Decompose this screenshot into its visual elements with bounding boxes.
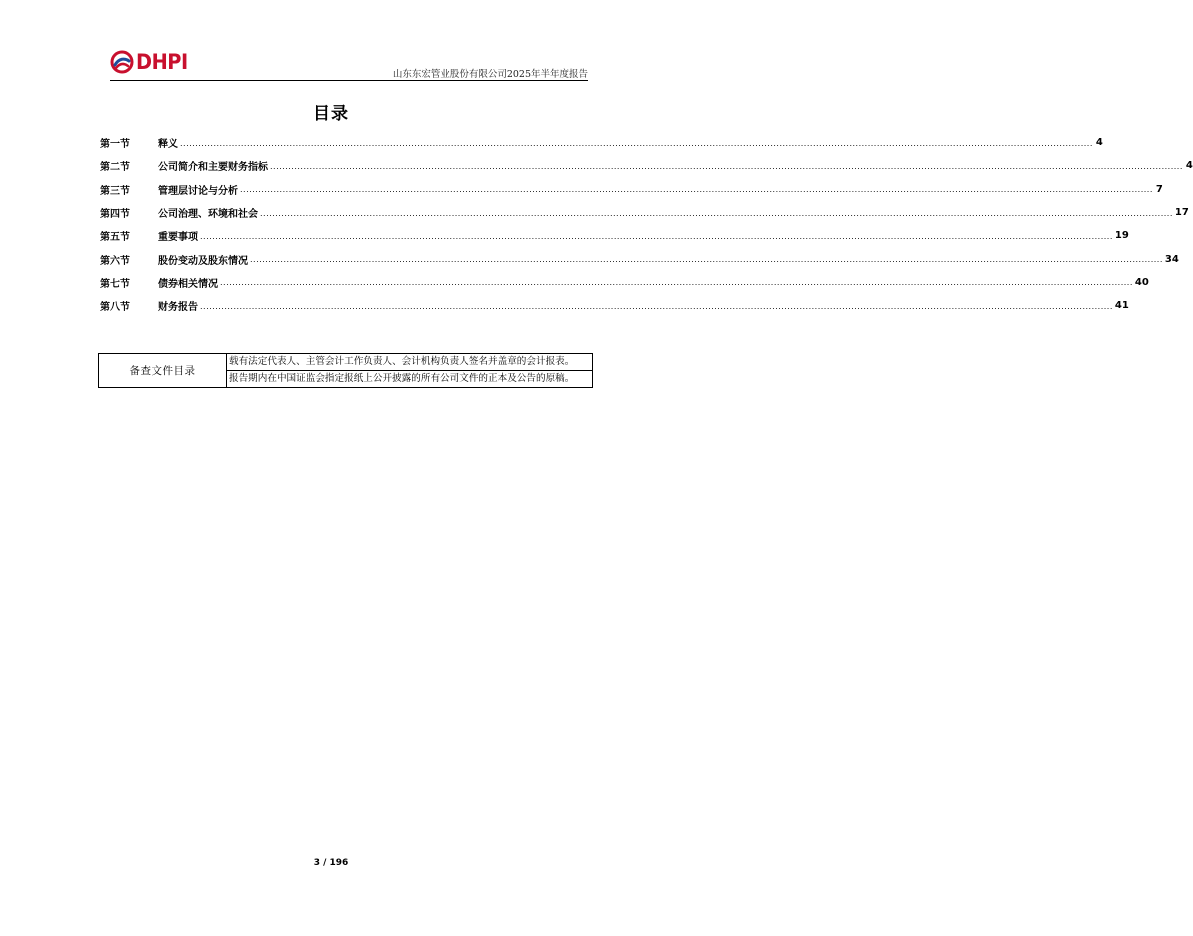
header-divider xyxy=(110,80,588,81)
toc-entry[interactable] xyxy=(100,201,1189,224)
toc-section-number: 第六节 xyxy=(100,255,130,267)
toc-entry[interactable] xyxy=(100,224,1129,247)
page-header xyxy=(110,48,588,80)
toc-section-number: 第一节 xyxy=(100,139,130,151)
toc-page-number: 4 xyxy=(1185,160,1193,172)
dhpi-logo-icon xyxy=(110,50,134,74)
toc-section-name: 释义 xyxy=(158,139,178,151)
toc-section-name: 重要事项 xyxy=(158,232,198,244)
toc-leader-dots: ............................................................................................................................................................................................................................................................................................................ xyxy=(180,138,1093,148)
toc-entry[interactable] xyxy=(100,294,1129,317)
toc-section-number: 第三节 xyxy=(100,185,130,197)
toc-leader-dots: ............................................................................................................................................................................................................................................................................................................ xyxy=(270,161,1183,171)
toc-section-name: 公司治理、环境和社会 xyxy=(158,209,258,221)
toc-section-name: 债券相关情况 xyxy=(158,278,218,290)
toc-section-name: 股份变动及股东情况 xyxy=(158,255,248,267)
toc-leader-dots: ............................................................................................................................................................................................................................................................................................................ xyxy=(260,208,1173,218)
page-number: 3 / 196 xyxy=(313,858,349,868)
toc-section-number: 第二节 xyxy=(100,162,130,174)
toc-section-number: 第四节 xyxy=(100,209,130,221)
toc-entry[interactable] xyxy=(100,178,1163,201)
toc-title: 目录 xyxy=(313,104,349,124)
toc-section-name: 公司简介和主要财务指标 xyxy=(158,162,268,174)
report-title: 山东东宏管业股份有限公司2025年半年度报告 xyxy=(392,69,588,80)
toc-page-number: 41 xyxy=(1114,300,1129,312)
toc-section-number: 第五节 xyxy=(100,232,130,244)
toc-leader-dots: ............................................................................................................................................................................................................................................................................................................ xyxy=(220,278,1133,288)
reference-doc-item: 载有法定代表人、主管会计工作负责人、会计机构负责人签名并盖章的会计报表。 xyxy=(227,354,593,371)
toc-entry[interactable] xyxy=(100,271,1149,294)
logo-text: DHPI xyxy=(136,50,188,74)
company-logo xyxy=(110,48,192,76)
table-row xyxy=(99,354,593,371)
toc-section-name: 管理层讨论与分析 xyxy=(158,185,238,197)
toc-leader-dots: ............................................................................................................................................................................................................................................................................................................ xyxy=(200,231,1113,241)
toc-entry[interactable] xyxy=(100,247,1179,270)
reference-documents-table xyxy=(98,353,593,388)
toc-entry[interactable] xyxy=(100,154,1193,177)
toc-page-number: 34 xyxy=(1164,253,1179,265)
toc-page-number: 19 xyxy=(1114,230,1129,242)
toc-entry[interactable] xyxy=(100,131,1103,154)
toc-page-number: 7 xyxy=(1155,183,1163,195)
toc-page-number: 17 xyxy=(1174,207,1189,219)
toc-leader-dots: ............................................................................................................................................................................................................................................................................................................ xyxy=(250,255,1163,265)
toc-leader-dots: ............................................................................................................................................................................................................................................................................................................ xyxy=(240,185,1153,195)
toc-page-number: 4 xyxy=(1095,137,1103,149)
toc-section-number: 第八节 xyxy=(100,302,130,314)
toc-section-number: 第七节 xyxy=(100,278,130,290)
reference-doc-item: 报告期内在中国证监会指定报纸上公开披露的所有公司文件的正本及公告的原稿。 xyxy=(227,371,593,388)
toc-leader-dots: ............................................................................................................................................................................................................................................................................................................ xyxy=(200,301,1113,311)
toc-page-number: 40 xyxy=(1134,276,1149,288)
toc-section-name: 财务报告 xyxy=(158,302,198,314)
reference-docs-label: 备查文件目录 xyxy=(99,354,227,388)
table-of-contents xyxy=(100,131,1193,317)
